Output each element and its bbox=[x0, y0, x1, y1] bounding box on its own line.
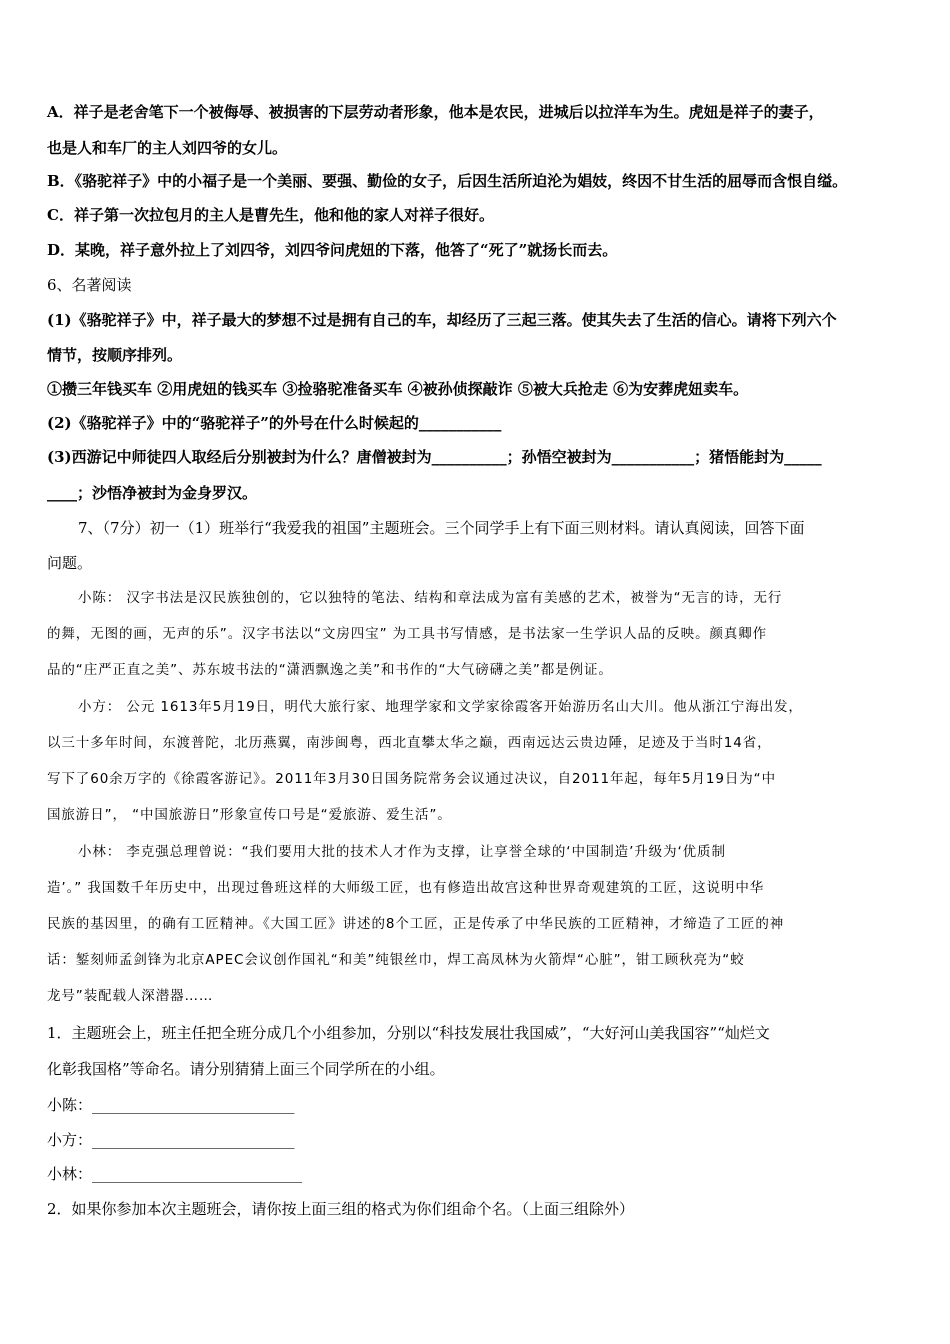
q6-question-3-line1: (3)西游记中师徒四人取经后分别被封为什么？唐僧被封为__________；孙悟空被封为___________；猪悟能封为_____ bbox=[47, 448, 822, 466]
xiaochen-line1: 小陈： 汉字书法是汉民族独创的，它以独特的笔法、结构和章法成为富有美感的艺术，被誉为“无言的诗，无行 bbox=[78, 590, 783, 606]
answer-xiaofang[interactable]: 小方：___________________________ bbox=[47, 1131, 295, 1149]
xiaofang-line3: 写下了60余万字的《徐霞客游记》。2011年3月30日国务院常务会议通过决议，自2011年起，每年5月19日为“中 bbox=[47, 771, 776, 787]
q6-line-1: (1)《骆驼祥子》中，祥子最大的梦想不过是拥有自己的车，却经历了三起三落。使其失去了生活的信心。请将下列六个 bbox=[47, 311, 837, 329]
q7-sub1-line1: 1．主题班会上，班主任把全班分成几个小组参加，分别以“科技发展壮我国威”，“大好河山美我国容”“灿烂文 bbox=[47, 1024, 770, 1042]
xiaofang-line2: 以三十多年时间，东渡普陀，北历燕翼，南涉闽粤，西北直攀太华之巅，西南远达云贵边陲，足迹及于当时14省， bbox=[47, 735, 772, 751]
q7-intro-line2: 问题。 bbox=[47, 554, 93, 572]
q5-option-d: D．某晚，祥子意外拉上了刘四爷，刘四爷问虎妞的下落，他答了“死了”就扬长而去。 bbox=[47, 241, 618, 259]
q6-line-2: 情节，按顺序排列。 bbox=[47, 346, 183, 364]
q6-title: 6、名著阅读 bbox=[47, 276, 132, 294]
q6-question-3-line2: ____；沙悟净被封为金身罗汉。 bbox=[47, 484, 258, 502]
xiaolin-line3: 民族的基因里，的确有工匠精神。《大国工匠》讲述的8个工匠，正是传承了中华民族的工匠精神，才缔造了工匠的神 bbox=[47, 916, 785, 932]
q5-option-a-line1: A．祥子是老舍笔下一个被侮辱、被损害的下层劳动者形象，他本是农民，进城后以拉洋车为生。虎妞是祥子的妻子， bbox=[47, 103, 824, 121]
answer-xiaochen[interactable]: 小陈：___________________________ bbox=[47, 1096, 295, 1114]
xiaolin-line5: 龙号”装配载人深潜器…… bbox=[47, 988, 214, 1004]
q7-sub1-line2: 化彰我国格”等命名。请分别猜猜上面三个同学所在的小组。 bbox=[47, 1060, 445, 1078]
xiaochen-line2: 的舞，无图的画，无声的乐”。汉字书法以“文房四宝” 为工具书写情感，是书法家一生学识人品的反映。颜真卿作 bbox=[47, 626, 768, 642]
answer-xiaolin[interactable]: 小林：____________________________ bbox=[47, 1165, 303, 1183]
q5-option-b: B．《骆驼祥子》中的小福子是一个美丽、要强、勤俭的女子，后因生活所迫沦为娼妓，终因不甘生活的屈辱而含恨自缢。 bbox=[47, 172, 848, 190]
q5-option-c: C．祥子第一次拉包月的主人是曹先生，他和他的家人对祥子很好。 bbox=[47, 206, 494, 224]
xiaolin-line4: 话：錾刻师孟剑锋为北京APEC会议创作国礼“和美”纯银丝巾，焊工高凤林为火箭焊“心脏”，钳工顾秋亮为“蛟 bbox=[47, 952, 745, 968]
xiaofang-line4: 国旅游日”， “中国旅游日”形象宣传口号是“爱旅游、爱生活”。 bbox=[47, 807, 452, 823]
xiaofang-line1: 小方： 公元 1613年5月19日，明代大旅行家、地理学家和文学家徐霞客开始游历名山大川。他从浙江宁海出发， bbox=[78, 699, 803, 715]
q5-option-a-line2: 也是人和车厂的主人刘四爷的女儿。 bbox=[47, 139, 288, 157]
q7-intro-line1: 7、（7分）初一（1）班举行“我爱我的祖国”主题班会。三个同学手上有下面三则材料。请认真阅读，回答下面 bbox=[78, 519, 805, 537]
q6-plot-events: ①攒三年钱买车 ②用虎妞的钱买车 ③捡骆驼准备买车 ④被孙侦探敲诈 ⑤被大兵抢走 ⑥为安葬虎妞卖车。 bbox=[47, 380, 749, 398]
q7-sub2: 2．如果你参加本次主题班会，请你按上面三组的格式为你们组命个名。（上面三组除外） bbox=[47, 1200, 635, 1218]
q6-question-2: (2)《骆驼祥子》中的“骆驼祥子”的外号在什么时候起的___________ bbox=[47, 414, 502, 432]
xiaochen-line3: 品的“庄严正直之美”、苏东坡书法的“潇洒飘逸之美”和书作的“大气磅礴之美”都是例证。 bbox=[47, 662, 613, 678]
xiaolin-line2: 造’。” 我国数千年历史中，出现过鲁班这样的大师级工匠，也有修造出故宫这种世界奇观建筑的工匠，这说明中华 bbox=[47, 880, 765, 896]
xiaolin-line1: 小林： 李克强总理曾说：“我们要用大批的技术人才作为支撑，让享誉全球的‘中国制造’升级为‘优质制 bbox=[78, 844, 726, 860]
